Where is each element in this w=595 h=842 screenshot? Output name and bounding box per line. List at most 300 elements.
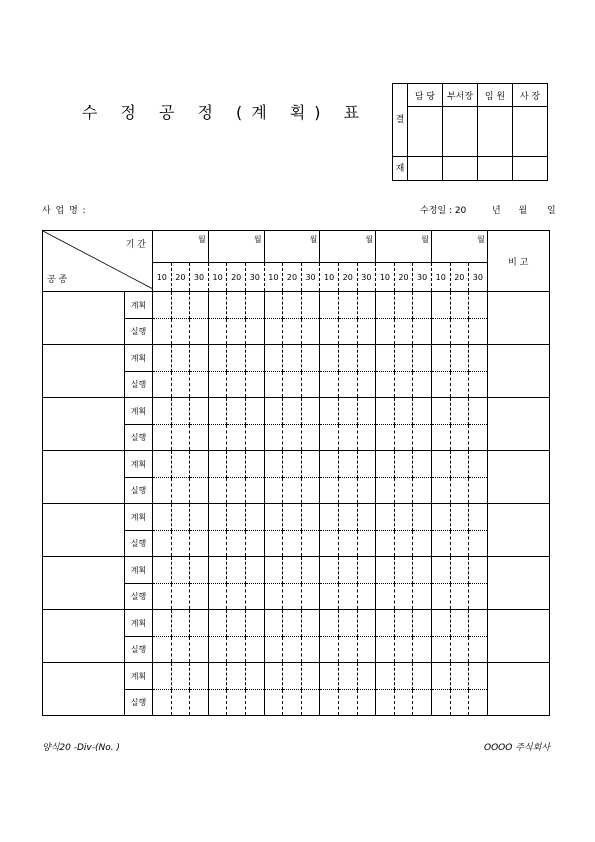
schedule-cell[interactable] [320,425,339,451]
schedule-cell[interactable] [283,425,302,451]
schedule-cell[interactable] [208,504,227,531]
remarks-cell[interactable] [487,292,549,345]
schedule-cell[interactable] [208,584,227,610]
schedule-cell[interactable] [469,345,488,372]
schedule-cell[interactable] [190,292,209,319]
schedule-cell[interactable] [208,345,227,372]
schedule-cell[interactable] [245,557,264,584]
schedule-cell[interactable] [357,425,376,451]
schedule-cell[interactable] [171,372,190,398]
schedule-cell[interactable] [357,372,376,398]
process-name-cell[interactable] [43,557,125,610]
schedule-cell[interactable] [413,478,432,504]
schedule-cell[interactable] [283,663,302,690]
schedule-cell[interactable] [171,345,190,372]
schedule-cell[interactable] [469,319,488,345]
schedule-cell[interactable] [153,398,172,425]
schedule-cell[interactable] [413,637,432,663]
schedule-cell[interactable] [450,504,469,531]
schedule-cell[interactable] [301,504,320,531]
schedule-cell[interactable] [153,319,172,345]
schedule-cell[interactable] [283,345,302,372]
schedule-cell[interactable] [338,663,357,690]
schedule-cell[interactable] [153,345,172,372]
schedule-cell[interactable] [357,637,376,663]
schedule-cell[interactable] [245,610,264,637]
schedule-cell[interactable] [338,690,357,716]
schedule-cell[interactable] [394,478,413,504]
schedule-cell[interactable] [376,690,395,716]
schedule-cell[interactable] [413,610,432,637]
schedule-cell[interactable] [264,610,283,637]
schedule-cell[interactable] [357,504,376,531]
schedule-cell[interactable] [320,372,339,398]
schedule-cell[interactable] [208,690,227,716]
schedule-cell[interactable] [245,531,264,557]
schedule-cell[interactable] [227,345,246,372]
schedule-cell[interactable] [469,292,488,319]
remarks-cell[interactable] [487,504,549,557]
schedule-cell[interactable] [413,319,432,345]
schedule-cell[interactable] [320,610,339,637]
schedule-cell[interactable] [376,319,395,345]
schedule-cell[interactable] [394,690,413,716]
schedule-cell[interactable] [469,398,488,425]
schedule-cell[interactable] [431,478,450,504]
schedule-cell[interactable] [245,504,264,531]
schedule-cell[interactable] [171,319,190,345]
schedule-cell[interactable] [450,531,469,557]
schedule-cell[interactable] [376,504,395,531]
schedule-cell[interactable] [190,690,209,716]
schedule-cell[interactable] [301,584,320,610]
schedule-cell[interactable] [171,504,190,531]
schedule-cell[interactable] [394,557,413,584]
schedule-cell[interactable] [338,292,357,319]
schedule-cell[interactable] [469,372,488,398]
schedule-cell[interactable] [208,610,227,637]
schedule-cell[interactable] [320,451,339,478]
schedule-cell[interactable] [320,345,339,372]
schedule-cell[interactable] [450,398,469,425]
schedule-cell[interactable] [153,292,172,319]
schedule-cell[interactable] [431,663,450,690]
schedule-cell[interactable] [450,425,469,451]
schedule-cell[interactable] [431,637,450,663]
approval-date-manager[interactable] [443,157,478,181]
approval-date-president[interactable] [513,157,548,181]
schedule-cell[interactable] [450,637,469,663]
schedule-cell[interactable] [264,584,283,610]
schedule-cell[interactable] [301,372,320,398]
schedule-cell[interactable] [413,504,432,531]
schedule-cell[interactable] [153,690,172,716]
schedule-cell[interactable] [208,372,227,398]
schedule-cell[interactable] [283,584,302,610]
schedule-cell[interactable] [394,372,413,398]
schedule-cell[interactable] [357,292,376,319]
schedule-cell[interactable] [153,425,172,451]
schedule-cell[interactable] [376,531,395,557]
schedule-cell[interactable] [208,319,227,345]
schedule-cell[interactable] [227,292,246,319]
schedule-cell[interactable] [376,637,395,663]
schedule-cell[interactable] [357,557,376,584]
schedule-cell[interactable] [413,584,432,610]
schedule-cell[interactable] [469,690,488,716]
schedule-cell[interactable] [431,345,450,372]
schedule-cell[interactable] [245,345,264,372]
schedule-cell[interactable] [227,690,246,716]
schedule-cell[interactable] [153,610,172,637]
schedule-cell[interactable] [227,398,246,425]
remarks-cell[interactable] [487,610,549,663]
schedule-cell[interactable] [153,451,172,478]
schedule-cell[interactable] [338,610,357,637]
remarks-cell[interactable] [487,451,549,504]
schedule-cell[interactable] [283,451,302,478]
schedule-cell[interactable] [190,531,209,557]
schedule-cell[interactable] [357,478,376,504]
schedule-cell[interactable] [320,292,339,319]
remarks-cell[interactable] [487,345,549,398]
schedule-cell[interactable] [264,663,283,690]
schedule-cell[interactable] [450,690,469,716]
schedule-cell[interactable] [227,319,246,345]
schedule-cell[interactable] [320,531,339,557]
schedule-cell[interactable] [227,451,246,478]
schedule-cell[interactable] [301,292,320,319]
schedule-cell[interactable] [171,292,190,319]
process-name-cell[interactable] [43,610,125,663]
schedule-cell[interactable] [320,504,339,531]
schedule-cell[interactable] [450,478,469,504]
schedule-cell[interactable] [413,425,432,451]
schedule-cell[interactable] [394,531,413,557]
schedule-cell[interactable] [190,663,209,690]
schedule-cell[interactable] [450,557,469,584]
approval-sign-staff[interactable] [408,107,443,157]
schedule-cell[interactable] [431,584,450,610]
schedule-cell[interactable] [394,584,413,610]
schedule-cell[interactable] [320,584,339,610]
schedule-cell[interactable] [431,451,450,478]
schedule-cell[interactable] [301,531,320,557]
schedule-cell[interactable] [264,637,283,663]
schedule-cell[interactable] [394,425,413,451]
schedule-cell[interactable] [301,690,320,716]
schedule-cell[interactable] [469,451,488,478]
schedule-cell[interactable] [171,557,190,584]
schedule-cell[interactable] [171,451,190,478]
process-name-cell[interactable] [43,292,125,345]
schedule-cell[interactable] [301,425,320,451]
schedule-cell[interactable] [245,637,264,663]
schedule-cell[interactable] [190,372,209,398]
schedule-cell[interactable] [208,292,227,319]
schedule-cell[interactable] [245,372,264,398]
schedule-cell[interactable] [208,557,227,584]
schedule-cell[interactable] [264,398,283,425]
schedule-cell[interactable] [320,690,339,716]
schedule-cell[interactable] [301,663,320,690]
schedule-cell[interactable] [190,610,209,637]
schedule-cell[interactable] [376,372,395,398]
schedule-cell[interactable] [413,345,432,372]
schedule-cell[interactable] [301,610,320,637]
schedule-cell[interactable] [320,319,339,345]
schedule-cell[interactable] [431,557,450,584]
schedule-cell[interactable] [153,531,172,557]
schedule-cell[interactable] [245,292,264,319]
schedule-cell[interactable] [190,504,209,531]
schedule-cell[interactable] [376,557,395,584]
schedule-cell[interactable] [431,398,450,425]
schedule-cell[interactable] [264,345,283,372]
schedule-cell[interactable] [301,557,320,584]
schedule-cell[interactable] [376,345,395,372]
schedule-cell[interactable] [394,292,413,319]
schedule-cell[interactable] [413,557,432,584]
schedule-cell[interactable] [338,345,357,372]
schedule-cell[interactable] [394,319,413,345]
schedule-cell[interactable] [450,319,469,345]
schedule-cell[interactable] [190,398,209,425]
schedule-cell[interactable] [264,557,283,584]
process-name-cell[interactable] [43,504,125,557]
schedule-cell[interactable] [264,690,283,716]
schedule-cell[interactable] [376,398,395,425]
schedule-cell[interactable] [208,478,227,504]
schedule-cell[interactable] [153,663,172,690]
schedule-cell[interactable] [469,557,488,584]
schedule-cell[interactable] [450,663,469,690]
schedule-cell[interactable] [469,584,488,610]
schedule-cell[interactable] [208,637,227,663]
schedule-cell[interactable] [227,372,246,398]
schedule-cell[interactable] [431,690,450,716]
schedule-cell[interactable] [357,663,376,690]
schedule-cell[interactable] [171,690,190,716]
schedule-cell[interactable] [338,531,357,557]
schedule-cell[interactable] [301,345,320,372]
schedule-cell[interactable] [227,425,246,451]
schedule-cell[interactable] [190,319,209,345]
schedule-cell[interactable] [357,345,376,372]
schedule-cell[interactable] [431,425,450,451]
schedule-cell[interactable] [357,451,376,478]
process-name-cell[interactable] [43,663,125,716]
schedule-cell[interactable] [153,478,172,504]
schedule-cell[interactable] [245,584,264,610]
schedule-cell[interactable] [227,478,246,504]
schedule-cell[interactable] [450,610,469,637]
schedule-cell[interactable] [413,531,432,557]
schedule-cell[interactable] [264,451,283,478]
schedule-cell[interactable] [394,637,413,663]
schedule-cell[interactable] [171,425,190,451]
schedule-cell[interactable] [283,637,302,663]
schedule-cell[interactable] [153,504,172,531]
schedule-cell[interactable] [394,610,413,637]
schedule-cell[interactable] [171,584,190,610]
schedule-cell[interactable] [431,504,450,531]
schedule-cell[interactable] [413,398,432,425]
schedule-cell[interactable] [208,451,227,478]
remarks-cell[interactable] [487,663,549,716]
schedule-cell[interactable] [394,398,413,425]
schedule-cell[interactable] [469,610,488,637]
approval-sign-president[interactable] [513,107,548,157]
schedule-cell[interactable] [338,557,357,584]
schedule-cell[interactable] [190,345,209,372]
schedule-cell[interactable] [431,531,450,557]
schedule-cell[interactable] [394,451,413,478]
schedule-cell[interactable] [338,425,357,451]
schedule-cell[interactable] [227,637,246,663]
schedule-cell[interactable] [283,478,302,504]
schedule-cell[interactable] [171,531,190,557]
schedule-cell[interactable] [320,478,339,504]
schedule-cell[interactable] [413,372,432,398]
schedule-cell[interactable] [338,398,357,425]
schedule-cell[interactable] [283,504,302,531]
schedule-cell[interactable] [227,504,246,531]
schedule-cell[interactable] [413,292,432,319]
schedule-cell[interactable] [283,372,302,398]
schedule-cell[interactable] [153,584,172,610]
schedule-cell[interactable] [245,663,264,690]
schedule-cell[interactable] [431,319,450,345]
schedule-cell[interactable] [245,478,264,504]
schedule-cell[interactable] [264,372,283,398]
schedule-cell[interactable] [376,478,395,504]
schedule-cell[interactable] [301,451,320,478]
schedule-cell[interactable] [431,610,450,637]
remarks-cell[interactable] [487,557,549,610]
schedule-cell[interactable] [283,398,302,425]
schedule-cell[interactable] [413,451,432,478]
schedule-cell[interactable] [190,557,209,584]
schedule-cell[interactable] [469,504,488,531]
schedule-cell[interactable] [245,425,264,451]
schedule-cell[interactable] [450,345,469,372]
schedule-cell[interactable] [245,451,264,478]
schedule-cell[interactable] [338,584,357,610]
schedule-cell[interactable] [208,398,227,425]
schedule-cell[interactable] [227,610,246,637]
approval-date-staff[interactable] [408,157,443,181]
schedule-cell[interactable] [357,319,376,345]
schedule-cell[interactable] [338,478,357,504]
schedule-cell[interactable] [171,610,190,637]
schedule-cell[interactable] [245,398,264,425]
schedule-cell[interactable] [245,319,264,345]
schedule-cell[interactable] [413,690,432,716]
schedule-cell[interactable] [283,319,302,345]
schedule-cell[interactable] [153,372,172,398]
schedule-cell[interactable] [283,531,302,557]
schedule-cell[interactable] [357,610,376,637]
approval-date-executive[interactable] [478,157,513,181]
schedule-cell[interactable] [264,531,283,557]
schedule-cell[interactable] [227,663,246,690]
schedule-cell[interactable] [338,504,357,531]
schedule-cell[interactable] [338,451,357,478]
schedule-cell[interactable] [320,637,339,663]
schedule-cell[interactable] [301,478,320,504]
schedule-cell[interactable] [469,637,488,663]
schedule-cell[interactable] [227,557,246,584]
schedule-cell[interactable] [171,478,190,504]
schedule-cell[interactable] [301,637,320,663]
schedule-cell[interactable] [283,610,302,637]
schedule-cell[interactable] [264,504,283,531]
schedule-cell[interactable] [171,637,190,663]
schedule-cell[interactable] [394,663,413,690]
schedule-cell[interactable] [469,663,488,690]
schedule-cell[interactable] [376,584,395,610]
schedule-cell[interactable] [208,531,227,557]
schedule-cell[interactable] [283,292,302,319]
schedule-cell[interactable] [208,663,227,690]
schedule-cell[interactable] [283,690,302,716]
schedule-cell[interactable] [264,425,283,451]
approval-sign-manager[interactable] [443,107,478,157]
schedule-cell[interactable] [413,663,432,690]
process-name-cell[interactable] [43,345,125,398]
schedule-cell[interactable] [338,319,357,345]
schedule-cell[interactable] [431,292,450,319]
remarks-cell[interactable] [487,398,549,451]
schedule-cell[interactable] [190,584,209,610]
process-name-cell[interactable] [43,398,125,451]
schedule-cell[interactable] [394,504,413,531]
process-name-cell[interactable] [43,451,125,504]
schedule-cell[interactable] [338,637,357,663]
schedule-cell[interactable] [264,292,283,319]
schedule-cell[interactable] [394,345,413,372]
schedule-cell[interactable] [450,292,469,319]
schedule-cell[interactable] [227,584,246,610]
schedule-cell[interactable] [450,451,469,478]
schedule-cell[interactable] [469,531,488,557]
schedule-cell[interactable] [469,478,488,504]
schedule-cell[interactable] [208,425,227,451]
schedule-cell[interactable] [283,557,302,584]
schedule-cell[interactable] [153,637,172,663]
schedule-cell[interactable] [376,663,395,690]
schedule-cell[interactable] [245,690,264,716]
schedule-cell[interactable] [469,425,488,451]
schedule-cell[interactable] [190,478,209,504]
schedule-cell[interactable] [171,663,190,690]
schedule-cell[interactable] [320,398,339,425]
schedule-cell[interactable] [320,663,339,690]
schedule-cell[interactable] [338,372,357,398]
schedule-cell[interactable] [190,637,209,663]
schedule-cell[interactable] [357,531,376,557]
schedule-cell[interactable] [450,372,469,398]
schedule-cell[interactable] [301,319,320,345]
schedule-cell[interactable] [376,610,395,637]
schedule-cell[interactable] [301,398,320,425]
schedule-cell[interactable] [376,451,395,478]
schedule-cell[interactable] [264,319,283,345]
schedule-cell[interactable] [264,478,283,504]
schedule-cell[interactable] [357,398,376,425]
approval-sign-executive[interactable] [478,107,513,157]
